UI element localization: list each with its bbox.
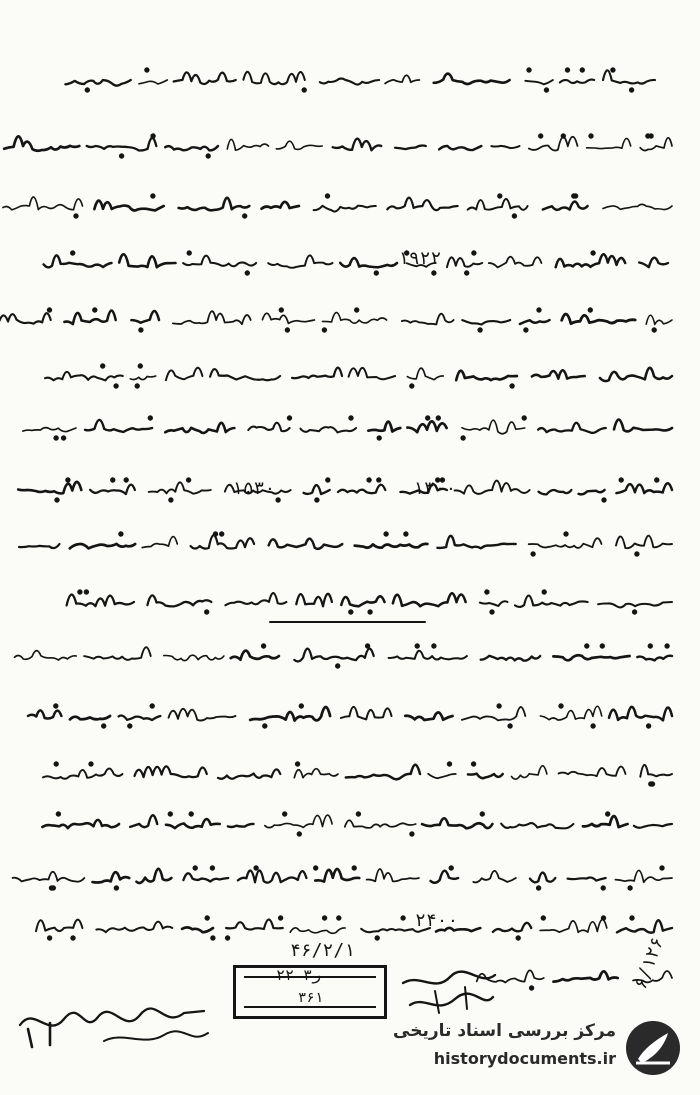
script-line-6 [45, 364, 672, 387]
stamp-row1: ۲ر۳ ۲ [276, 966, 322, 984]
script-line-13 [43, 762, 672, 785]
script-line-9 [19, 532, 672, 555]
year-number: ۱۹۲۲ [398, 248, 442, 269]
script-line-12 [28, 704, 672, 727]
script-line-15 [13, 866, 672, 889]
script-line-2 [4, 134, 672, 157]
margin-date: ۶/۱۲۶ [630, 934, 669, 993]
figure-c: ۲۴۰۰ [415, 910, 459, 931]
script-line-14 [42, 812, 672, 835]
script-line-1 [65, 68, 655, 91]
signature-left [14, 995, 214, 1055]
watermark-site: historydocuments.ir [433, 1049, 616, 1068]
script-line-16 [36, 916, 672, 939]
book-feather-icon [624, 1019, 682, 1077]
script-line-7 [23, 416, 672, 439]
script-line-4 [44, 251, 668, 274]
script-line-8 [18, 478, 672, 501]
archive-watermark [393, 1015, 686, 1081]
script-line-3 [3, 194, 672, 217]
watermark-title: مرکز بررسی اسناد تاریخی [393, 1021, 616, 1041]
figure-b: ۱۵۳۰ [232, 478, 276, 499]
script-line-11 [15, 644, 673, 667]
date-line: ۴۶/۲/۱ [290, 940, 356, 961]
registration-stamp [233, 965, 387, 1019]
script-line-10 [67, 590, 672, 613]
script-line-5 [0, 308, 672, 331]
stamp-row2: ۳۶۱ [298, 990, 324, 1006]
figure-a: ۱۳۰۰ [413, 478, 457, 499]
